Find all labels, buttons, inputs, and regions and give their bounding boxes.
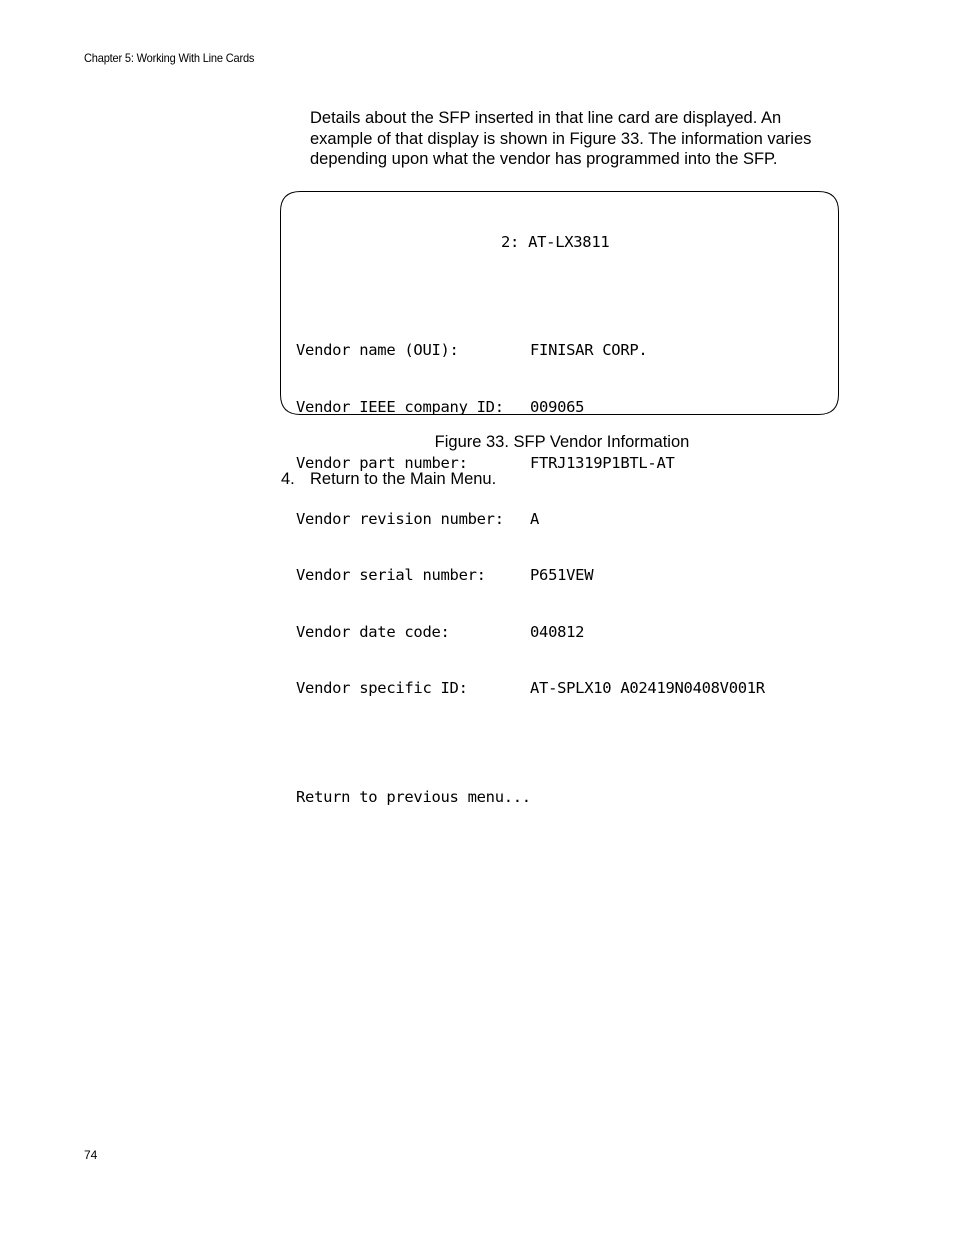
terminal-row bbox=[296, 398, 765, 417]
terminal-row bbox=[296, 679, 765, 698]
terminal-row-value: 040812 bbox=[530, 622, 585, 641]
intro-line: example of that display is shown in Figure 33. The information varies bbox=[310, 129, 812, 148]
step-number: 4. bbox=[281, 470, 295, 488]
page-number: 74 bbox=[84, 1148, 98, 1162]
terminal-row-value: AT-SPLX10 A02419N0408V001R bbox=[530, 678, 765, 697]
terminal-row bbox=[296, 510, 765, 529]
procedure-step bbox=[281, 470, 496, 489]
terminal-row-value: P651VEW bbox=[530, 566, 594, 585]
terminal-row-value: 009065 bbox=[530, 397, 585, 416]
terminal-row bbox=[296, 566, 765, 585]
terminal-title: 2: AT-LX3811 bbox=[501, 232, 610, 251]
terminal-row-label: Vendor part number: bbox=[296, 453, 468, 472]
terminal-row-label: Vendor date code: bbox=[296, 622, 450, 641]
terminal-row-label: Vendor serial number: bbox=[296, 566, 486, 585]
running-header: Chapter 5: Working With Line Cards bbox=[84, 51, 255, 65]
terminal-row-label: Vendor revision number: bbox=[296, 510, 504, 528]
terminal-row-value: FTRJ1319P1BTL-AT bbox=[530, 453, 675, 472]
intro-line: depending upon what the vendor has programmed into the SFP. bbox=[310, 150, 778, 168]
terminal-row-value: A bbox=[530, 510, 540, 528]
return-menu-option: Return to previous menu... bbox=[296, 787, 531, 806]
step-text: Return to the Main Menu. bbox=[310, 470, 497, 488]
terminal-row-value: FINISAR CORP. bbox=[530, 341, 648, 360]
terminal-row-label: Vendor IEEE company ID: bbox=[296, 397, 504, 416]
figure-caption: Figure 33. SFP Vendor Information bbox=[434, 433, 690, 451]
terminal-screen bbox=[296, 195, 765, 825]
terminal-row-label: Vendor name (OUI): bbox=[296, 341, 459, 360]
terminal-row-label: Vendor specific ID: bbox=[296, 678, 468, 697]
terminal-row bbox=[296, 341, 765, 360]
spacer bbox=[296, 735, 765, 750]
spacer bbox=[296, 289, 765, 304]
intro-paragraph bbox=[310, 108, 850, 170]
terminal-row bbox=[296, 623, 765, 642]
intro-line: Details about the SFP inserted in that line card are displayed. An bbox=[310, 109, 782, 127]
